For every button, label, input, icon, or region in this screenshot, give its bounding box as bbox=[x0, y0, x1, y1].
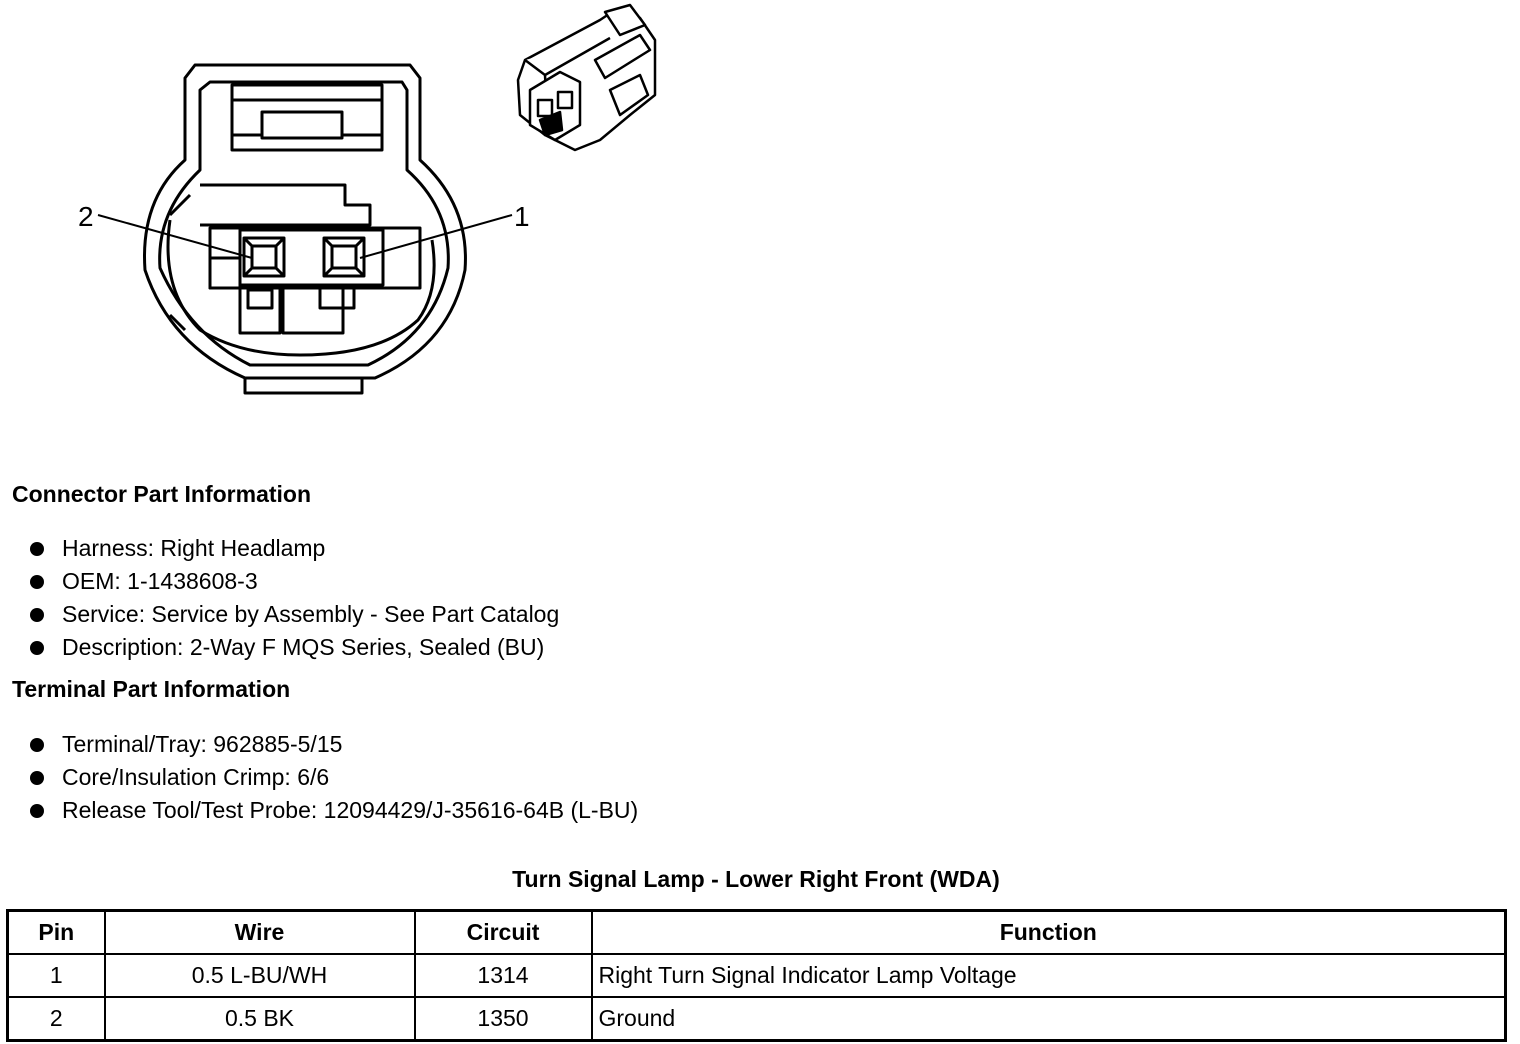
cell-circuit: 1350 bbox=[415, 997, 592, 1041]
column-header-function: Function bbox=[592, 911, 1506, 955]
connector-diagram bbox=[0, 0, 700, 420]
list-item bbox=[30, 631, 559, 664]
bullet-icon bbox=[30, 738, 44, 752]
table-title: Turn Signal Lamp - Lower Right Front (WDA) bbox=[512, 866, 1000, 892]
pin-1-label: 1 bbox=[514, 201, 530, 232]
list-item bbox=[30, 728, 638, 761]
cell-circuit: 1314 bbox=[415, 954, 592, 997]
list-item-text: Core/Insulation Crimp: 6/6 bbox=[62, 764, 330, 790]
list-item-text: OEM: 1-1438608-3 bbox=[62, 568, 258, 594]
table-row bbox=[8, 997, 1506, 1041]
bullet-icon bbox=[30, 575, 44, 589]
cell-wire: 0.5 BK bbox=[105, 997, 415, 1041]
bullet-icon bbox=[30, 804, 44, 818]
cell-wire: 0.5 L-BU/WH bbox=[105, 954, 415, 997]
connector-part-info-list bbox=[30, 532, 559, 664]
list-item bbox=[30, 598, 559, 631]
bullet-icon bbox=[30, 608, 44, 622]
cell-pin: 2 bbox=[8, 997, 105, 1041]
connector-part-info-heading: Connector Part Information bbox=[12, 481, 312, 507]
bullet-icon bbox=[30, 542, 44, 556]
column-header-circuit: Circuit bbox=[415, 911, 592, 955]
terminal-part-info-list bbox=[30, 728, 638, 827]
list-item-text: Harness: Right Headlamp bbox=[62, 535, 326, 561]
list-item-text: Description: 2-Way F MQS Series, Sealed (BU) bbox=[62, 634, 545, 660]
bullet-icon bbox=[30, 641, 44, 655]
pinout-table bbox=[6, 909, 1507, 1042]
pin-2-label: 2 bbox=[78, 201, 94, 232]
list-item-text: Release Tool/Test Probe: 12094429/J-35616-64B (L-BU) bbox=[62, 797, 639, 823]
bullet-icon bbox=[30, 771, 44, 785]
table-row bbox=[8, 954, 1506, 997]
list-item bbox=[30, 794, 638, 827]
terminal-part-info-heading: Terminal Part Information bbox=[12, 676, 291, 702]
list-item bbox=[30, 532, 559, 565]
column-header-wire: Wire bbox=[105, 911, 415, 955]
pin-2-leader-line bbox=[98, 215, 252, 258]
cell-pin: 1 bbox=[8, 954, 105, 997]
table-header-row bbox=[8, 911, 1506, 955]
cell-function: Ground bbox=[592, 997, 1506, 1041]
list-item bbox=[30, 761, 638, 794]
list-item-text: Service: Service by Assembly - See Part Catalog bbox=[62, 601, 560, 627]
column-header-pin: Pin bbox=[8, 911, 105, 955]
connector-thumbnail bbox=[518, 5, 655, 150]
list-item bbox=[30, 565, 559, 598]
cell-function: Right Turn Signal Indicator Lamp Voltage bbox=[592, 954, 1506, 997]
list-item-text: Terminal/Tray: 962885-5/15 bbox=[62, 731, 343, 757]
